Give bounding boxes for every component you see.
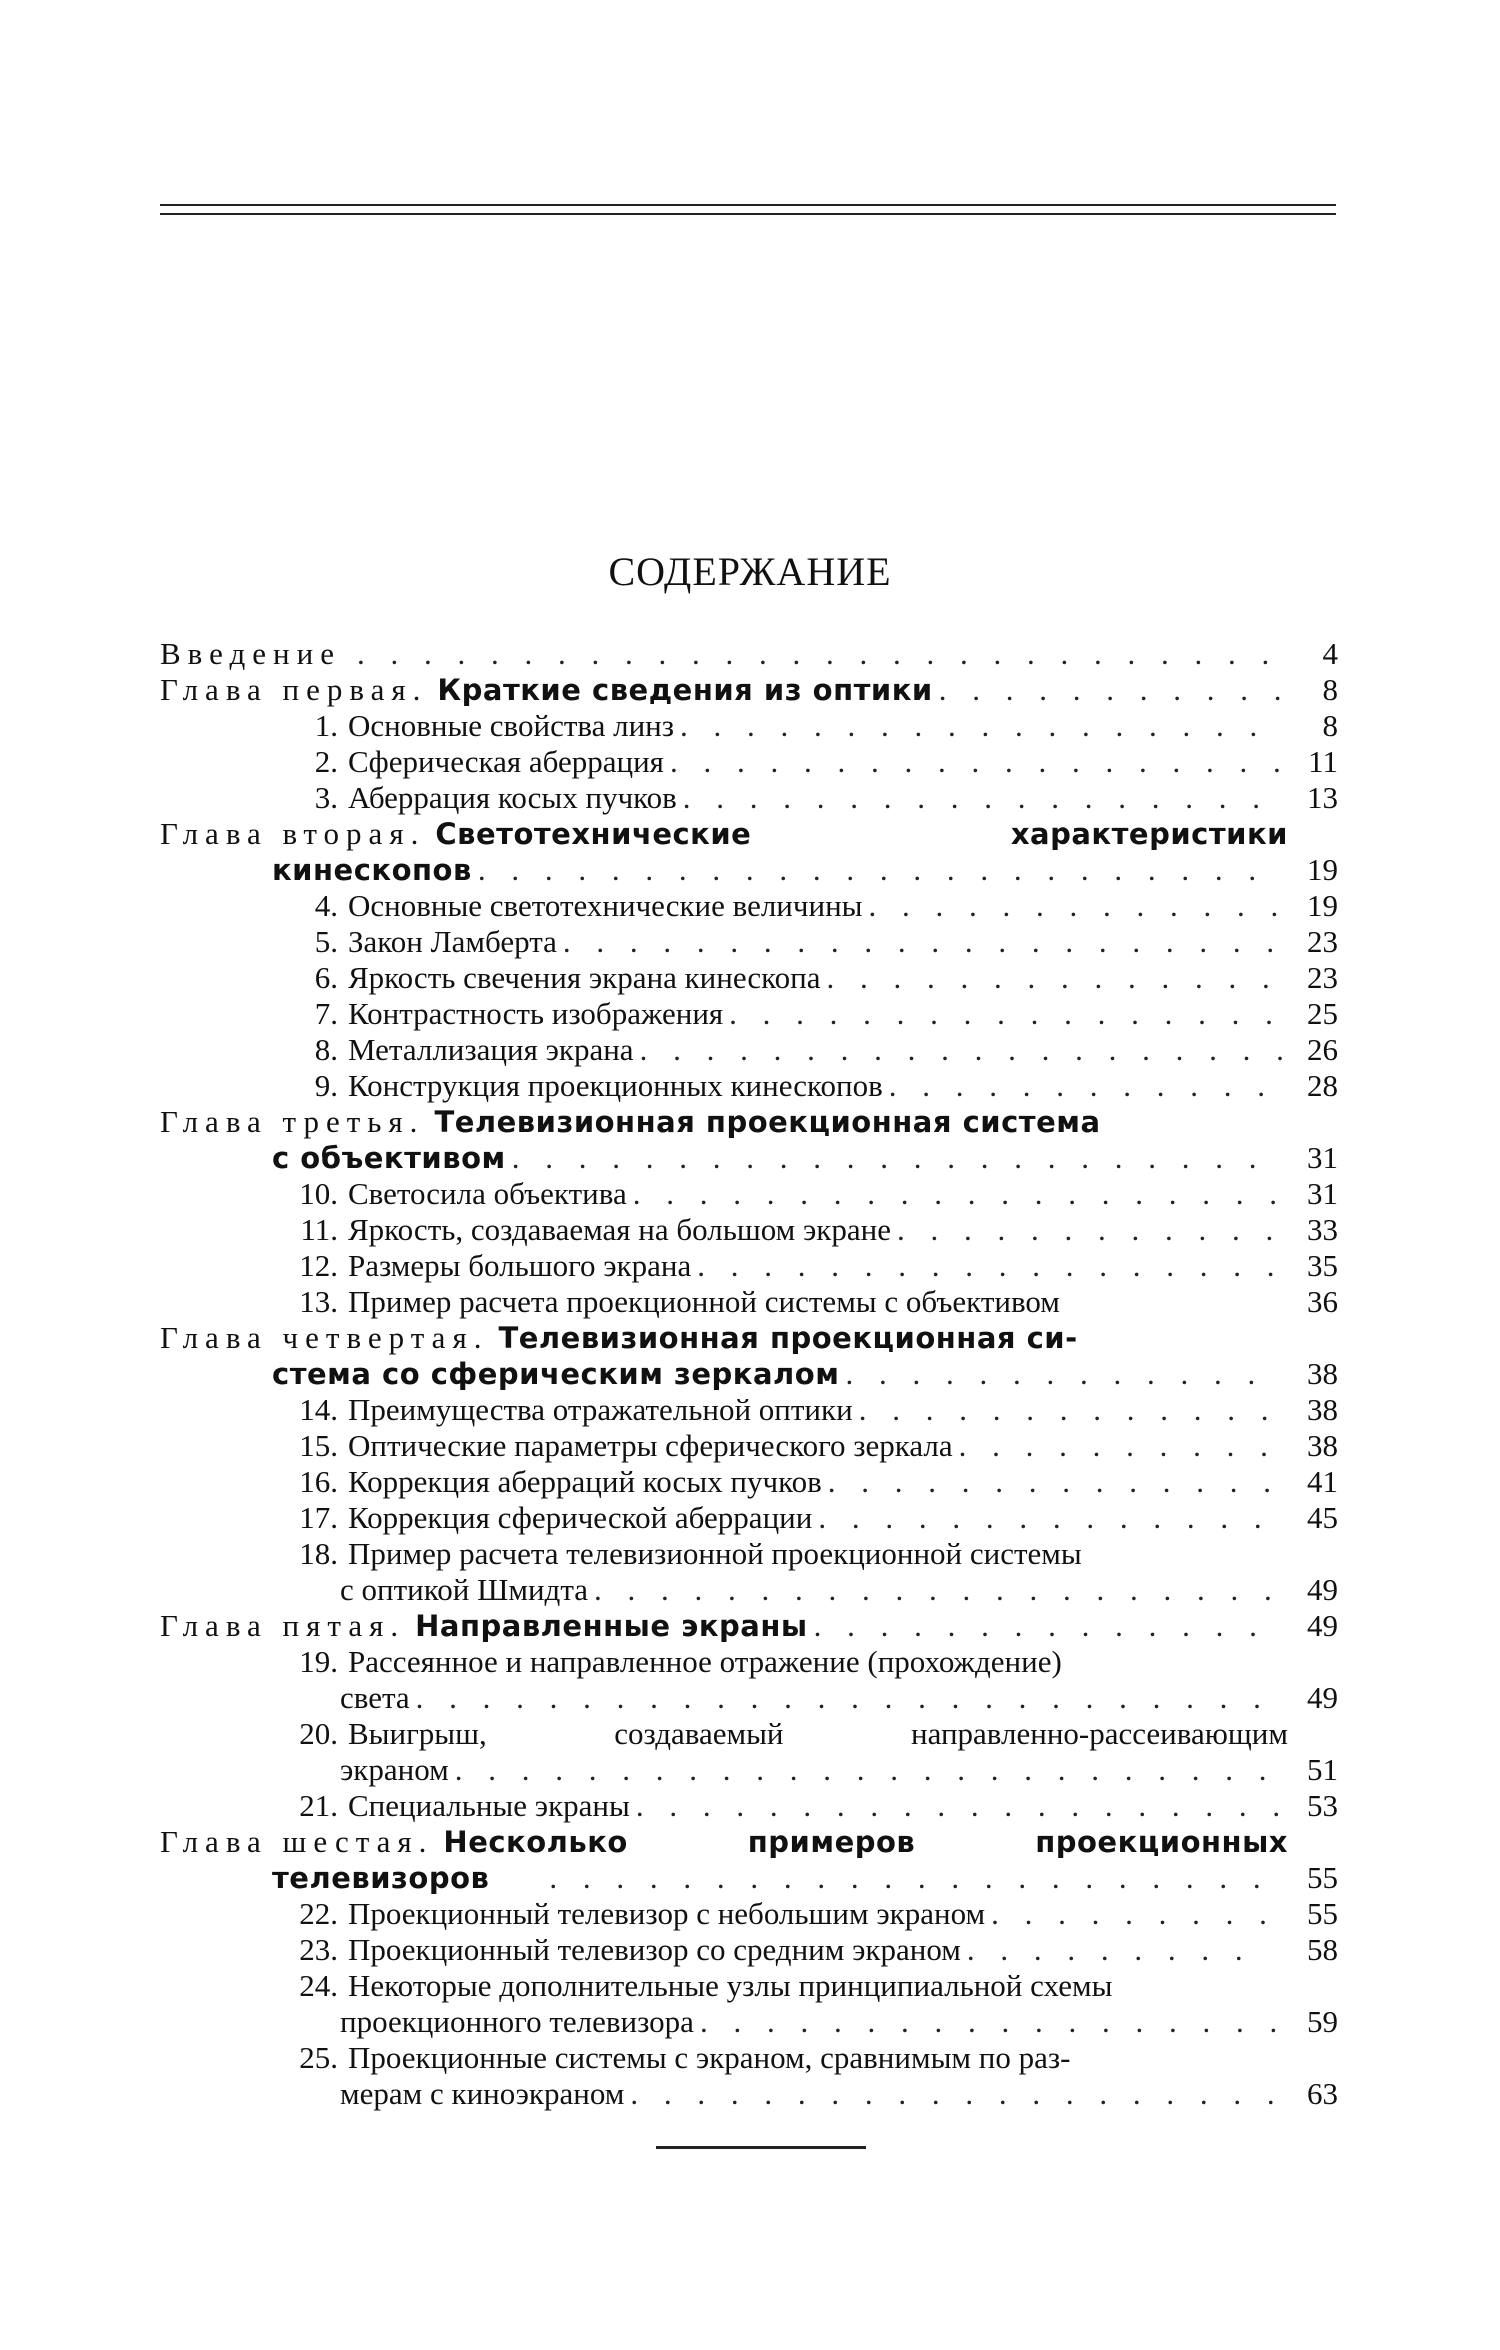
page-number: 41 <box>1307 1464 1338 1499</box>
top-double-rule <box>160 204 1336 206</box>
toc-entry-section-21[interactable] <box>160 1788 1350 1824</box>
chapter-label: Глава третья. <box>160 1104 425 1139</box>
leader-dots <box>959 1428 1282 1464</box>
toc-entry-section-24-cont[interactable] <box>160 2004 1350 2040</box>
toc-entry-section-8[interactable] <box>160 1032 1350 1068</box>
toc-entry-section-14[interactable] <box>160 1392 1350 1428</box>
leader-dots <box>826 960 1282 996</box>
chapter-title-part: примеров <box>747 1825 916 1859</box>
section-title: Аберрация косых пучков <box>348 780 677 815</box>
section-title-cont: мерам с киноэкраном <box>340 2076 625 2111</box>
toc-entry-section-1[interactable] <box>160 708 1350 744</box>
page-number: 8 <box>1322 708 1338 743</box>
toc-entry-section-16[interactable] <box>160 1464 1350 1500</box>
toc-entry-chapter-3-cont[interactable] <box>160 1140 1350 1176</box>
section-number: 16. <box>299 1464 338 1499</box>
section-number: 18. <box>299 1536 338 1571</box>
section-title: Пример расчета проекционной системы с объективом <box>348 1284 1060 1319</box>
section-number: 24. <box>299 1968 338 2003</box>
section-title: Яркость свечения экрана кинескопа <box>348 960 821 995</box>
leader-dots <box>697 1248 1282 1284</box>
toc-entry-section-10[interactable] <box>160 1176 1350 1212</box>
section-number: 19. <box>299 1644 338 1679</box>
page-number: 49 <box>1307 1680 1338 1715</box>
section-number: 22. <box>299 1896 338 1931</box>
toc-entry-chapter-3[interactable] <box>160 1104 1350 1140</box>
section-number: 25. <box>299 2040 338 2075</box>
toc-entry-section-23[interactable] <box>160 1932 1350 1968</box>
leader-dots <box>967 1932 1248 1968</box>
section-number: 23. <box>299 1932 338 1967</box>
toc-entry-section-17[interactable] <box>160 1500 1350 1536</box>
section-title-cont: проекционного телевизора <box>340 2004 694 2039</box>
section-number: 20. <box>299 1716 338 1751</box>
section-number: 14. <box>299 1392 338 1427</box>
leader-dots <box>889 1068 1282 1104</box>
section-title: Коррекция аберраций косых пучков <box>348 1464 822 1499</box>
section-number: 6. <box>314 960 338 995</box>
page-number: 36 <box>1307 1284 1338 1319</box>
section-title-cont: с оптикой Шмидта <box>340 1572 588 1607</box>
chapter-title-part: характеристики <box>1010 817 1288 851</box>
leader-dots <box>633 1176 1282 1212</box>
section-title: Конструкция проекционных кинескопов <box>348 1068 883 1103</box>
section-title: Пример расчета телевизионной проекционной системы <box>348 1536 1082 1571</box>
toc-entry-chapter-5[interactable] <box>160 1608 1350 1644</box>
section-title: Основные свойства линз <box>348 708 675 743</box>
leader-dots <box>416 1680 1282 1716</box>
leader-dots <box>991 1896 1282 1932</box>
section-title-part: создаваемый <box>614 1716 784 1751</box>
section-title-part: Выигрыш, <box>348 1716 487 1751</box>
page-number: 25 <box>1307 996 1338 1031</box>
chapter-label: Глава четвертая. <box>160 1320 489 1355</box>
chapter-title-part: Несколько <box>443 1825 628 1859</box>
section-number: 1. <box>314 708 338 743</box>
leader-dots <box>563 924 1282 960</box>
toc-entry-section-15[interactable] <box>160 1428 1350 1464</box>
section-title-cont: света <box>340 1680 410 1715</box>
section-number: 17. <box>299 1500 338 1535</box>
page-number: 59 <box>1307 2004 1338 2039</box>
toc-entry-section-9[interactable] <box>160 1068 1350 1104</box>
page-number: 53 <box>1307 1788 1338 1823</box>
page-number: 58 <box>1307 1932 1338 1967</box>
page-number: 33 <box>1307 1212 1338 1247</box>
section-title: Контрастность изображения <box>348 996 724 1031</box>
page-number: 13 <box>1307 780 1338 815</box>
section-number: 4. <box>314 888 338 923</box>
section-number: 9. <box>314 1068 338 1103</box>
page-number: 23 <box>1307 960 1338 995</box>
page-number: 49 <box>1307 1572 1338 1607</box>
page-number: 28 <box>1307 1068 1338 1103</box>
page-title: СОДЕРЖАНИЕ <box>608 549 892 594</box>
page-number: 55 <box>1307 1896 1338 1931</box>
toc-entry-section-2[interactable] <box>160 744 1350 780</box>
section-title-cont: экраном <box>340 1752 449 1787</box>
section-title: Светосила объектива <box>348 1176 627 1211</box>
page-number: 8 <box>1322 672 1338 707</box>
toc-entry-section-12[interactable] <box>160 1248 1350 1284</box>
leader-dots <box>700 2004 1282 2040</box>
leader-dots <box>818 1500 1282 1536</box>
section-title: Проекционные системы с экраном, сравнимым по раз- <box>348 2040 1071 2075</box>
section-title: Размеры большого экрана <box>348 1248 692 1283</box>
leader-dots <box>869 888 1283 924</box>
toc-entry-chapter-4-cont[interactable] <box>160 1356 1350 1392</box>
chapter-title-cont: с объективом <box>272 1141 506 1175</box>
page-number: 19 <box>1307 852 1338 887</box>
chapter-label: Глава шестая. <box>160 1824 434 1859</box>
toc-entry-chapter-6[interactable] <box>160 1824 1350 1860</box>
section-number: 15. <box>299 1428 338 1463</box>
chapter-label: Глава первая. <box>160 672 428 707</box>
section-number: 7. <box>314 996 338 1031</box>
chapter-title: Телевизионная проекционная си- <box>498 1321 1078 1355</box>
toc-entry-chapter-6-cont[interactable] <box>160 1860 1350 1896</box>
toc-entry-chapter-2[interactable] <box>160 816 1350 852</box>
page-number: 63 <box>1307 2076 1338 2111</box>
page-number: 4 <box>1322 636 1338 671</box>
toc-entry-section-13[interactable] <box>160 1284 1350 1320</box>
leader-dots <box>683 780 1282 816</box>
section-title: Проекционный телевизор со средним экраном <box>348 1932 961 1967</box>
toc-entry-intro[interactable] <box>160 636 1350 672</box>
leader-dots <box>680 708 1282 744</box>
toc-entry-section-11[interactable] <box>160 1212 1350 1248</box>
leader-dots <box>828 1464 1282 1500</box>
leader-dots <box>636 1788 1282 1824</box>
chapter-title: Краткие сведения из оптики <box>437 673 933 707</box>
section-title: Яркость, создаваемая на большом экране <box>348 1212 891 1247</box>
section-title: Оптические параметры сферического зеркала <box>348 1428 953 1463</box>
toc-entry-section-3[interactable] <box>160 780 1350 816</box>
page-number: 49 <box>1307 1608 1338 1643</box>
section-title: Сферическая аберрация <box>348 744 664 779</box>
leader-dots <box>594 1572 1282 1608</box>
toc-entry-section-18-cont[interactable] <box>160 1572 1350 1608</box>
section-number: 13. <box>299 1284 338 1319</box>
page-number: 26 <box>1307 1032 1338 1067</box>
page-number: 45 <box>1307 1500 1338 1535</box>
section-title: Некоторые дополнительные узлы принципиальной схемы <box>348 1968 1113 2003</box>
chapter-title-cont: кинескопов <box>272 853 472 887</box>
section-title: Преимущества отражательной оптики <box>348 1392 853 1427</box>
bottom-rule <box>656 2146 866 2149</box>
section-number: 11. <box>300 1212 338 1247</box>
toc-entry-section-19[interactable] <box>160 1644 1350 1680</box>
leader-dots <box>357 636 1282 672</box>
leader-dots <box>845 1356 1282 1392</box>
toc-entry-section-22[interactable] <box>160 1896 1350 1932</box>
leader-dots <box>897 1212 1282 1248</box>
chapter-title: Направленные экраны <box>415 1609 808 1643</box>
toc-entry-section-18[interactable] <box>160 1536 1350 1572</box>
leader-dots <box>939 672 1282 708</box>
toc-entry-section-24[interactable] <box>160 1968 1350 2004</box>
toc-entry-section-25[interactable] <box>160 2040 1350 2076</box>
toc-entry-section-7[interactable] <box>160 996 1350 1032</box>
section-number: 8. <box>314 1032 338 1067</box>
section-number: 12. <box>299 1248 338 1283</box>
section-number: 10. <box>299 1176 338 1211</box>
page-number: 11 <box>1308 744 1338 779</box>
leader-dots <box>478 852 1282 888</box>
toc-entry-section-5[interactable] <box>160 924 1350 960</box>
toc-entry-chapter-4[interactable] <box>160 1320 1350 1356</box>
toc-entry-chapter-2-cont[interactable] <box>160 852 1350 888</box>
page-number: 31 <box>1307 1176 1338 1211</box>
page-number: 38 <box>1307 1356 1338 1391</box>
toc-entry-chapter-1[interactable] <box>160 672 1350 708</box>
toc-entry-section-6[interactable] <box>160 960 1350 996</box>
section-title: Основные светотехнические величины <box>348 888 863 923</box>
chapter-title: Телевизионная проекционная система <box>434 1105 1101 1139</box>
section-title-part: направленно-рассеивающим <box>911 1716 1288 1751</box>
section-title: Коррекция сферической аберрации <box>348 1500 813 1535</box>
page-number: 38 <box>1307 1392 1338 1427</box>
toc-entry-section-4[interactable] <box>160 888 1350 924</box>
leader-dots <box>455 1752 1282 1788</box>
page-number: 23 <box>1307 924 1338 959</box>
section-number: 2. <box>314 744 338 779</box>
section-number: 3. <box>314 780 338 815</box>
page-number: 19 <box>1307 888 1338 923</box>
table-of-contents <box>160 636 1350 2112</box>
leader-dots <box>630 2076 1282 2112</box>
section-number: 5. <box>314 924 338 959</box>
leader-dots <box>729 996 1282 1032</box>
toc-intro-label: Введение <box>160 636 341 671</box>
chapter-label: Глава вторая. <box>160 816 426 851</box>
section-title: Закон Ламберта <box>348 924 557 959</box>
page-number: 35 <box>1307 1248 1338 1283</box>
toc-entry-section-25-cont[interactable] <box>160 2076 1350 2112</box>
section-title: Металлизация экрана <box>348 1032 634 1067</box>
chapter-title-part: проекционных <box>1035 1825 1288 1859</box>
chapter-title-cont: телевизоров <box>272 1861 490 1895</box>
toc-entry-section-19-cont[interactable] <box>160 1680 1350 1716</box>
chapter-title-cont: стема со сферическим зеркалом <box>272 1357 840 1391</box>
leader-dots <box>814 1608 1282 1644</box>
chapter-label: Глава пятая. <box>160 1608 406 1643</box>
page-number: 31 <box>1307 1140 1338 1175</box>
leader-dots <box>512 1140 1282 1176</box>
section-title: Рассеянное и направленное отражение (прохождение) <box>348 1644 1062 1679</box>
leader-dots <box>670 744 1282 780</box>
section-title: Проекционный телевизор с небольшим экраном <box>348 1896 986 1931</box>
leader-dots <box>859 1392 1282 1428</box>
page-number: 55 <box>1307 1860 1338 1895</box>
leader-dots <box>549 1860 1282 1896</box>
section-title: Специальные экраны <box>348 1788 630 1823</box>
chapter-title-part: Светотехнические <box>435 817 752 851</box>
section-number: 21. <box>299 1788 338 1823</box>
leader-dots <box>640 1032 1282 1068</box>
toc-entry-section-20[interactable] <box>160 1716 1350 1752</box>
toc-entry-section-20-cont[interactable] <box>160 1752 1350 1788</box>
page-number: 51 <box>1307 1752 1338 1787</box>
page-number: 38 <box>1307 1428 1338 1463</box>
